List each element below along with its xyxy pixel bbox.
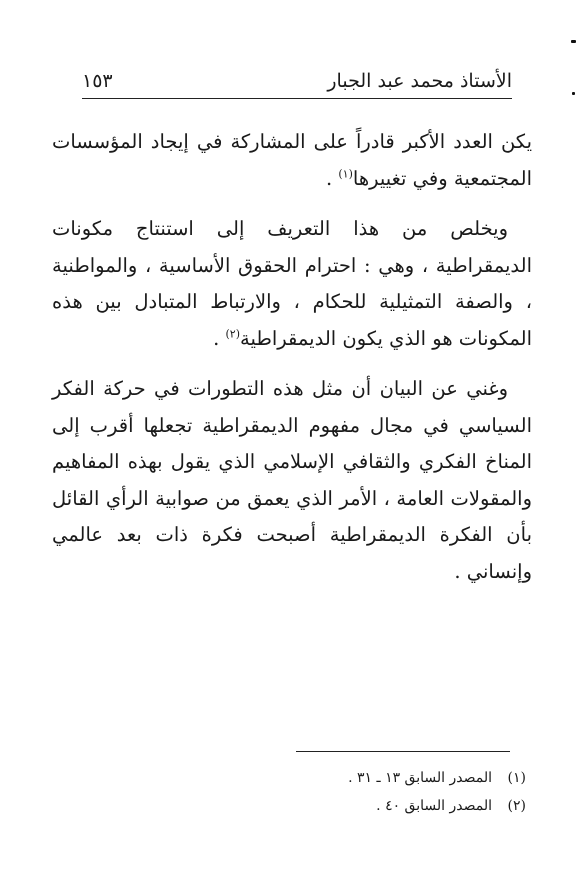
paragraph bbox=[52, 371, 532, 590]
footnote bbox=[226, 792, 526, 820]
page-edge-mark bbox=[572, 92, 575, 95]
paragraph-tail: . bbox=[325, 166, 339, 190]
paragraph-text: يكن العدد الأكبر قادراً على المشاركة في إيجاد المؤسسات المجتمعية وفي تغييرها bbox=[52, 130, 532, 190]
footnote bbox=[226, 764, 526, 792]
footnote-rule bbox=[296, 751, 510, 752]
footnotes bbox=[226, 764, 526, 820]
page-edge-mark bbox=[571, 40, 576, 43]
footnote-text: المصدر السابق ١٣ ـ ٣١ . bbox=[348, 770, 492, 786]
footnote-ref[interactable]: (١) bbox=[338, 167, 353, 180]
page-number: ١٥٣ bbox=[82, 70, 113, 92]
paragraph-text: ويخلص من هذا التعريف إلى استنتاج مكونات الديمقراطية ، وهي : احترام الحقوق الأساسية ، والمواطنية ، والصفة التمثيلية للحكام ، والارتباط المتبادل بين هذه المكونات هو الذي يكون الديمقراطية bbox=[52, 217, 532, 350]
paragraph-tail: . bbox=[213, 326, 226, 350]
header-author: الأستاذ محمد عبد الجبار bbox=[327, 70, 512, 92]
running-header bbox=[82, 66, 512, 96]
paragraph bbox=[52, 211, 532, 357]
body-text bbox=[52, 124, 532, 590]
paragraph bbox=[52, 124, 532, 197]
footnote-ref[interactable]: (٢) bbox=[225, 327, 240, 340]
footnote-number: (٢) bbox=[507, 798, 526, 814]
paragraph-text: وغني عن البيان أن مثل هذه التطورات في حركة الفكر السياسي في مجال مفهوم الديمقراطية تجعلها أقرب إلى المناخ الفكري والثقافي الإسلامي الذي يقول بهذه المفاهيم والمقولات العامة ، الأمر الذي يعمق من صوابية الرأي القائل بأن الفكرة الديمقراطية أصبحت فكرة ذات بعد عالمي وإنساني . bbox=[52, 377, 532, 583]
header-rule bbox=[82, 98, 512, 99]
footnote-text: المصدر السابق ٤٠ . bbox=[376, 798, 492, 814]
footnote-number: (١) bbox=[507, 770, 526, 786]
